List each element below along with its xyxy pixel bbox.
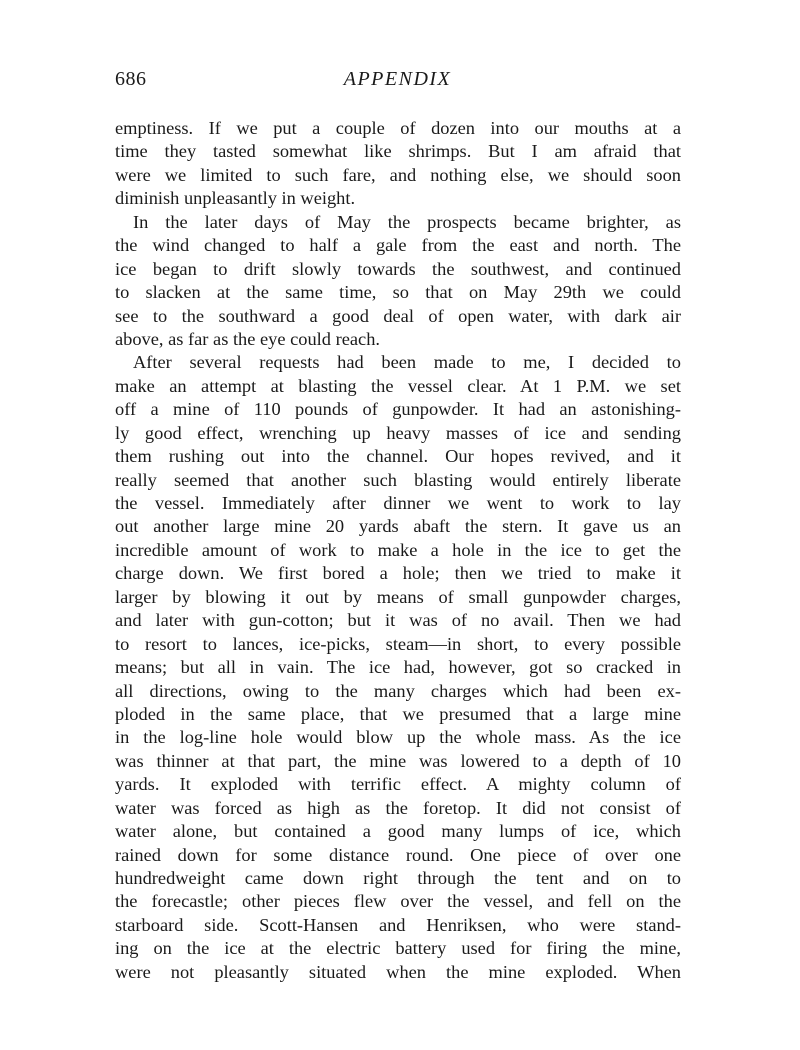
text-line: above, as far as the eye could reach. bbox=[115, 328, 380, 349]
text-line: rained down for some distance round. One piece of over one bbox=[115, 844, 681, 865]
text-line: In the later days of May the prospects became brighter, as bbox=[133, 211, 681, 232]
text-line: ly good effect, wrenching up heavy masses of ice and sending bbox=[115, 422, 681, 443]
text-line: ing on the ice at the electric battery used for firing the mine, bbox=[115, 938, 681, 959]
text-line: yards. It exploded with terrific effect. A mighty column of bbox=[115, 774, 681, 795]
text-line: were we limited to such fare, and nothing else, we should soon bbox=[115, 164, 681, 185]
text-line: water alone, but contained a good many lumps of ice, which bbox=[115, 821, 681, 842]
text-line: see to the southward a good deal of open water, with dark air bbox=[115, 305, 681, 326]
text-line: in the log-line hole would blow up the whole mass. As the ice bbox=[115, 727, 681, 748]
text-line: the forecastle; other pieces flew over the vessel, and fell on the bbox=[115, 891, 681, 912]
text-line: them rushing out into the channel. Our hopes revived, and it bbox=[115, 446, 681, 467]
text-line: starboard side. Scott-Hansen and Henriksen, who were stand- bbox=[115, 914, 681, 935]
text-line: diminish unpleasantly in weight. bbox=[115, 188, 356, 209]
text-line: ice began to drift slowly towards the southwest, and continued bbox=[115, 258, 681, 279]
text-line: time they tasted somewhat like shrimps. But I am afraid that bbox=[115, 141, 681, 162]
text-line: means; but all in vain. The ice had, however, got so cracked in bbox=[115, 657, 681, 678]
text-line: off a mine of 110 pounds of gunpowder. It had an astonishing- bbox=[115, 399, 681, 420]
text-line: really seemed that another such blasting would entirely liberate bbox=[115, 469, 681, 490]
text-line: the vessel. Immediately after dinner we went to work to lay bbox=[115, 493, 681, 513]
text-line: larger by blowing it out by means of small gunpowder charges, bbox=[115, 586, 681, 607]
text-line: After several requests had been made to me, I decided to bbox=[133, 352, 681, 373]
text-line: all directions, owing to the many charges which had been ex- bbox=[115, 680, 681, 701]
text-line: and later with gun-cotton; but it was of no avail. Then we had bbox=[115, 610, 681, 631]
text-line: water was forced as high as the foretop. It did not consist of bbox=[115, 797, 681, 818]
text-line: were not pleasantly situated when the mine exploded. When bbox=[115, 961, 681, 982]
text-line: incredible amount of work to make a hole in the ice to get the bbox=[115, 539, 681, 560]
text-line: out another large mine 20 yards abaft the stern. It gave us an bbox=[115, 516, 681, 537]
text-line: ploded in the same place, that we presumed that a large mine bbox=[115, 703, 681, 724]
text-line: make an attempt at blasting the vessel clear. At 1 P.M. we set bbox=[115, 375, 681, 396]
page-header bbox=[115, 68, 680, 98]
text-line: emptiness. If we put a couple of dozen into our mouths at a bbox=[115, 118, 681, 138]
text-line: to resort to lances, ice-picks, steam—in short, to every possible bbox=[115, 633, 681, 654]
text-line: was thinner at that part, the mine was lowered to a depth of 10 bbox=[115, 750, 681, 771]
body-text bbox=[115, 117, 681, 984]
page-number: 686 bbox=[115, 68, 147, 90]
text-line: the wind changed to half a gale from the east and north. The bbox=[115, 235, 681, 256]
running-head: APPENDIX bbox=[343, 68, 452, 90]
text-line: charge down. We first bored a hole; then we tried to make it bbox=[115, 563, 681, 584]
text-line: hundredweight came down right through the tent and on to bbox=[115, 868, 681, 888]
text-line: to slacken at the same time, so that on May 29th we could bbox=[115, 282, 681, 303]
